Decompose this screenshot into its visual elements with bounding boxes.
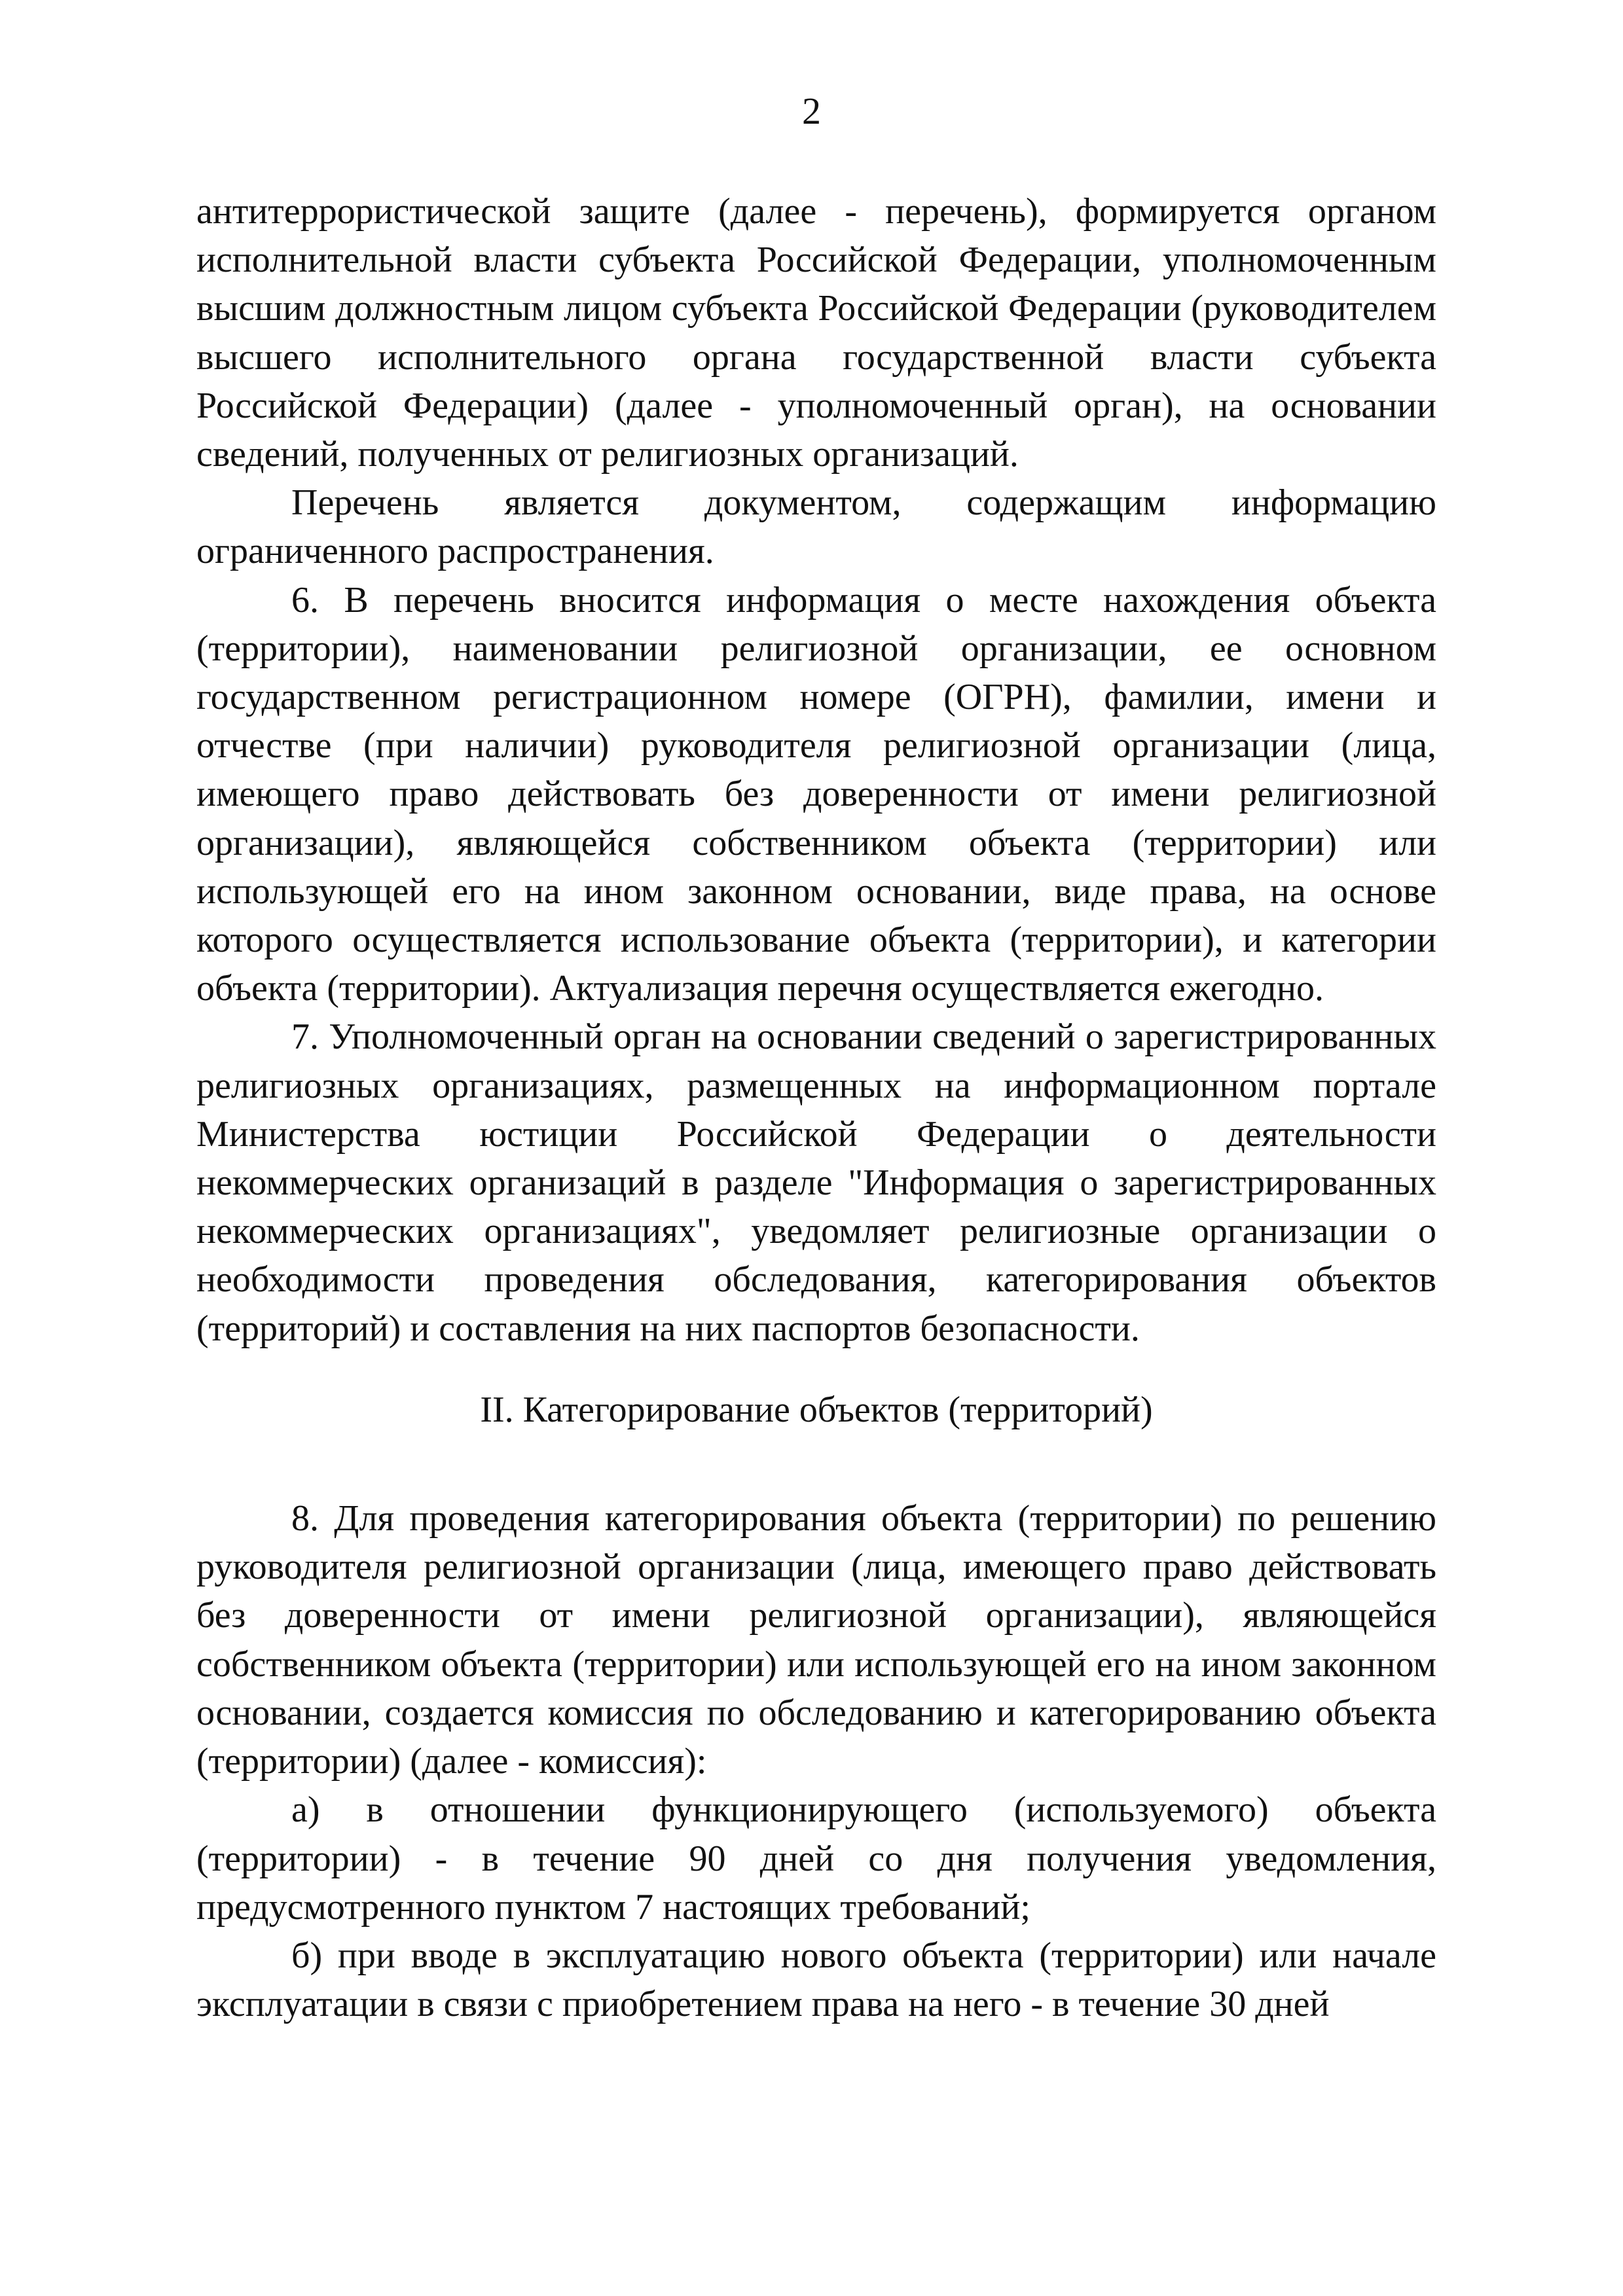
paragraph-item-8b: б) при вводе в эксплуатацию нового объекта (территории) или начале эксплуатации в связи с приобретением права на него - в течение 30 дней	[196, 1935, 1436, 2025]
paragraph-item-8a: а) в отношении функционирующего (используемого) объекта (территории) - в течение 90 дней со дня получения уведомления, предусмотренного пунктом 7 настоящих требований;	[196, 1789, 1436, 1928]
paragraph-item-6: 6. В перечень вносится информация о месте нахождения объекта (территории), наименовании религиозной организации, ее основном государственном регистрационном номере (ОГРН), фамилии, имени и отчестве (при наличии) руководителя религиозной организации (лица, имеющего право действовать без доверенности от имени религиозной организации), являющейся собственником объекта (территории) или использующей его на ином законном основании, виде права, на основе которого осуществляется использование объекта (территории), и категории объекта (территории). Актуализация перечня осуществляется ежегодно.	[196, 579, 1436, 1009]
paragraph-restricted-info: Перечень является документом, содержащим информацию ограниченного распространения.	[196, 482, 1436, 572]
page-number: 2	[802, 90, 821, 132]
paragraph-continuation: антитеррористической защите (далее - перечень), формируется органом исполнительной власти субъекта Российской Федерации, уполномоченным высшим должностным лицом субъекта Российской Федерации (руководителем высшего исполнительного органа государственной власти субъекта Российской Федерации) (далее - уполномоченный орган), на основании сведений, полученных от религиозных организаций.	[196, 191, 1436, 475]
document-body	[196, 187, 1436, 2028]
paragraph-item-8: 8. Для проведения категорирования объекта (территории) по решению руководителя религиозной организации (лица, имеющего право действовать без доверенности от имени религиозной организации), являющейся собственником объекта (территории) или использующей его на ином законном основании, создается комиссия по обследованию и категорированию объекта (территории) (далее - комиссия):	[196, 1498, 1436, 1782]
section-heading: II. Категорирование объектов (территорий)	[480, 1389, 1153, 1430]
paragraph-item-7: 7. Уполномоченный орган на основании сведений о зарегистрированных религиозных организациях, размещенных на информационном портале Министерства юстиции Российской Федерации о деятельности некоммерческих организаций в разделе "Информация о зарегистрированных некоммерческих организациях", уведомляет религиозные организации о необходимости проведения обследования, категорирования объектов (территорий) и составления на них паспортов безопасности.	[196, 1016, 1436, 1349]
